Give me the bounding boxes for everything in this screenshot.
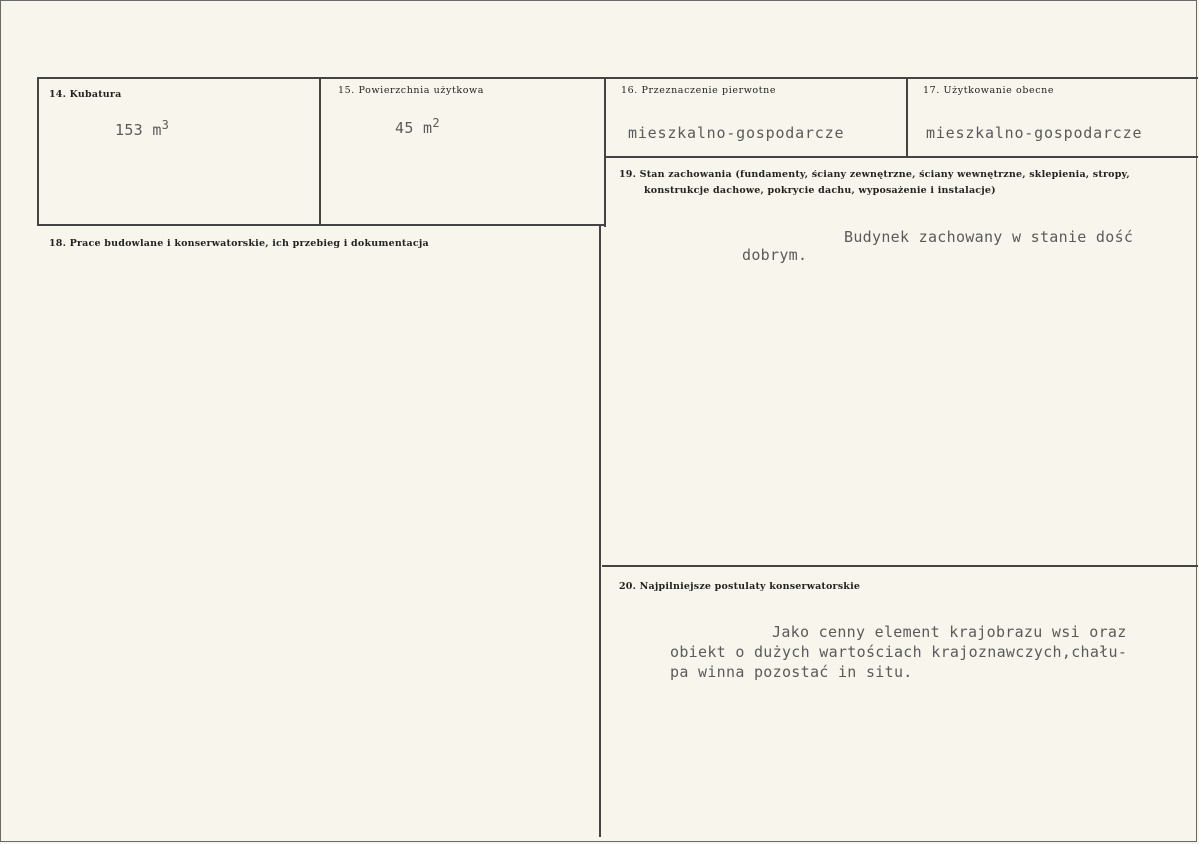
field-20-value-line3: pa winna pozostać in situ. [670,663,913,681]
rule-under-16-17 [604,156,1198,158]
field-20-label: 20. Najpilniejsze postulaty konserwatorskie [619,581,861,592]
field-19-label-line1: 19. Stan zachowania (fundamenty, ściany zewnętrzne, ściany wewnętrzne, sklepienia, stropy, [619,169,1130,180]
field-17-label: 17. Użytkowanie obecne [923,85,1055,96]
field-15-number: 45 m [395,119,433,137]
field-15-value [395,116,440,137]
field-19-label-line2: konstrukcje dachowe, pokrycie dachu, wyposażenie i instalacje) [644,185,996,196]
field-17-value: mieszkalno-gospodarcze [926,124,1143,142]
field-16-label: 16. Przeznaczenie pierwotne [621,85,777,96]
field-15-label: 15. Powierzchnia użytkowa [338,85,485,96]
divider-16-17 [906,77,908,157]
field-20-value-line2: obiekt o dużych wartościach krajoznawczych,chału- [670,643,1128,661]
field-18-label: 18. Prace budowlane i konserwatorskie, ich przebieg i dokumentacja [49,238,429,249]
field-14-label: 14. Kubatura [49,89,122,100]
top-rule [37,77,1198,79]
field-15-exponent: 2 [432,116,440,130]
field-14-exponent: 3 [161,118,170,132]
field-16-value: mieszkalno-gospodarcze [628,124,845,142]
field-14-number: 153 m [115,121,162,139]
field-20-value-line1: Jako cenny element krajobrazu wsi oraz [772,623,1127,641]
rule-above-20 [602,565,1198,567]
rule-under-14-15 [37,224,605,226]
divider-14-15 [319,77,321,225]
center-divider-lower [599,225,601,837]
field-14-value [115,118,170,139]
left-border [37,77,39,225]
field-19-value-line2: dobrym. [742,246,808,264]
center-divider-upper [604,77,606,227]
field-19-value-line1: Budynek zachowany w stanie dość [844,228,1134,246]
